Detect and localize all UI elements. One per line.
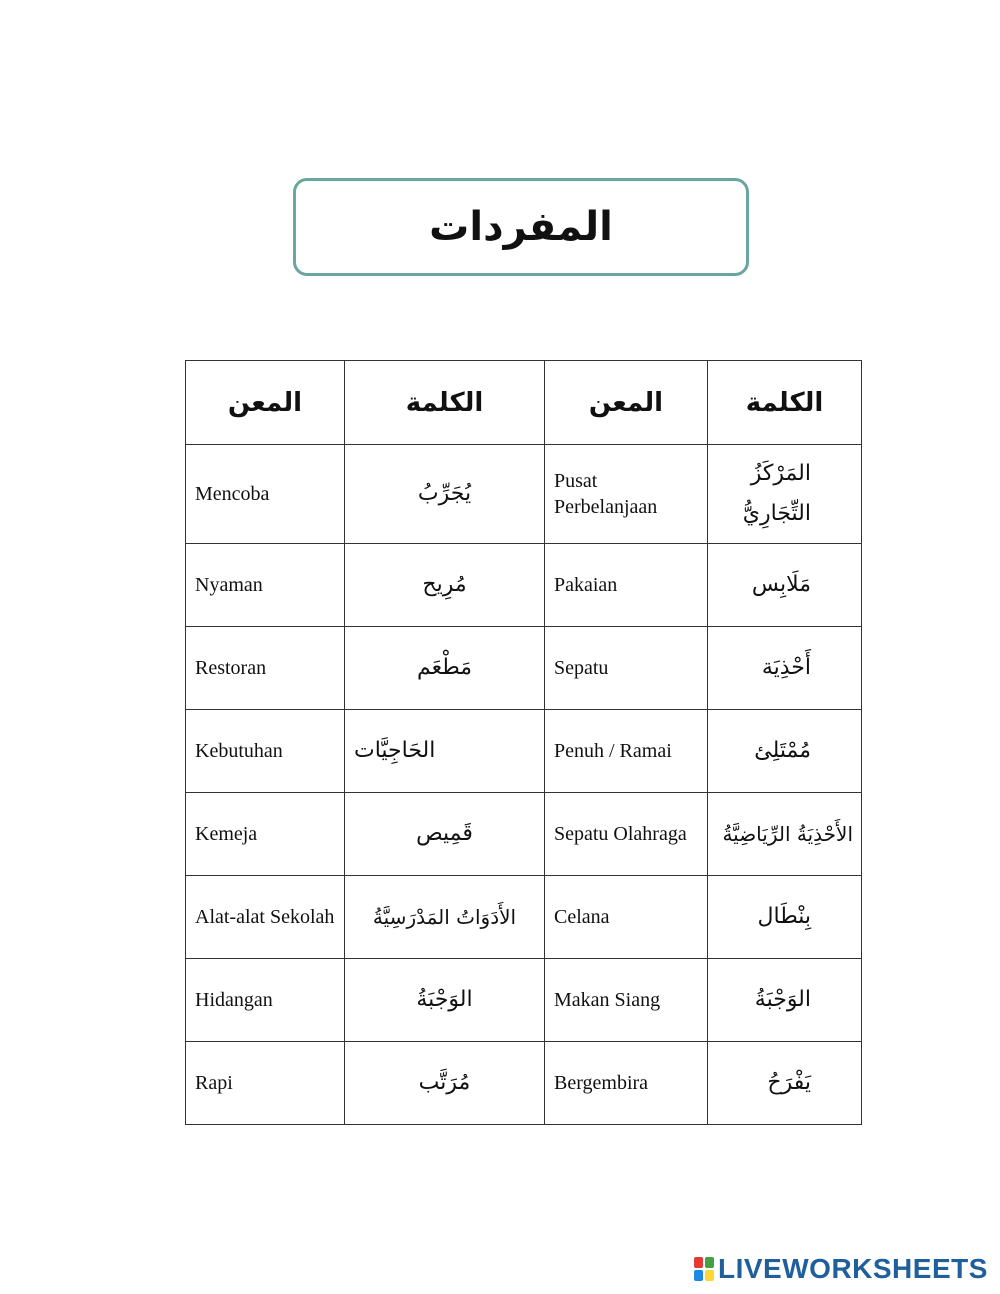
header-meaning-left: المعن xyxy=(186,361,345,445)
word-right: بِنْطَال xyxy=(708,876,862,959)
meaning-right: Sepatu Olahraga xyxy=(545,793,708,876)
meaning-left: Kemeja xyxy=(186,793,345,876)
word-right: مُمْتَلِئ xyxy=(708,710,862,793)
logo-text: LIVEWORKSHEETS xyxy=(718,1253,988,1284)
meaning-right: Celana xyxy=(545,876,708,959)
table-row xyxy=(186,544,862,627)
word-right: الأَحْذِيَةُ الرِّيَاضِيَّةُ xyxy=(708,793,862,876)
logo-square xyxy=(705,1257,714,1268)
meaning-left: Hidangan xyxy=(186,959,345,1042)
logo-square xyxy=(694,1257,703,1268)
title-box xyxy=(293,178,749,276)
logo-mark-icon xyxy=(694,1257,714,1281)
table-row xyxy=(186,627,862,710)
meaning-right: Pakaian xyxy=(545,544,708,627)
table-row xyxy=(186,710,862,793)
meaning-right: Sepatu xyxy=(545,627,708,710)
header-word-left: الكلمة xyxy=(345,361,545,445)
meaning-right: Pusat Perbelanjaan xyxy=(545,445,708,544)
meaning-right: Bergembira xyxy=(545,1042,708,1125)
table-row xyxy=(186,445,862,544)
word-left: الأَدَوَاتُ المَدْرَسِيَّةُ xyxy=(345,876,545,959)
meaning-right: Penuh / Ramai xyxy=(545,710,708,793)
table-row xyxy=(186,1042,862,1125)
logo-square xyxy=(694,1270,703,1281)
vocabulary-table xyxy=(185,360,862,1125)
word-right: يَفْرَحُ xyxy=(708,1042,862,1125)
meaning-left: Alat-alat Sekolah xyxy=(186,876,345,959)
meaning-right: Makan Siang xyxy=(545,959,708,1042)
word-right: أَحْذِيَة xyxy=(708,627,862,710)
word-left: مُرَتَّب xyxy=(345,1042,545,1125)
page-title: المفردات xyxy=(429,204,613,250)
table-row xyxy=(186,793,862,876)
meaning-left: Kebutuhan xyxy=(186,710,345,793)
header-meaning-right: المعن xyxy=(545,361,708,445)
word-left: قَمِيص xyxy=(345,793,545,876)
word-right: المَرْكَزُ التِّجَارِيُّ xyxy=(708,445,862,544)
word-left: مُرِيح xyxy=(345,544,545,627)
meaning-left: Mencoba xyxy=(186,445,345,544)
table-header-row xyxy=(186,361,862,445)
logo-square xyxy=(705,1270,714,1281)
meaning-left: Restoran xyxy=(186,627,345,710)
word-left: الحَاجِيَّات xyxy=(345,710,545,793)
word-right: الوَجْبَةُ xyxy=(708,959,862,1042)
word-left: يُجَرِّبُ xyxy=(345,445,545,544)
table-row xyxy=(186,876,862,959)
word-left: الوَجْبَةُ xyxy=(345,959,545,1042)
meaning-left: Rapi xyxy=(186,1042,345,1125)
word-left: مَطْعَم xyxy=(345,627,545,710)
word-right: مَلَابِس xyxy=(708,544,862,627)
table-row xyxy=(186,959,862,1042)
meaning-left: Nyaman xyxy=(186,544,345,627)
header-word-right: الكلمة xyxy=(708,361,862,445)
liveworksheets-logo[interactable] xyxy=(694,1254,988,1284)
